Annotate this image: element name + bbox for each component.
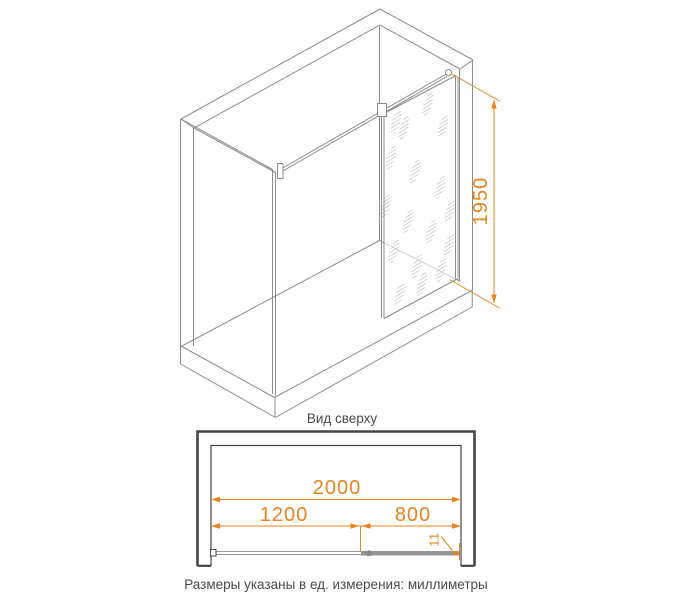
dimension-total-label: 2000 [312, 477, 362, 499]
shower-tray [181, 290, 473, 418]
arrow-left-icon [362, 523, 371, 528]
arrow-right-icon [452, 497, 461, 502]
arrow-right-icon [452, 523, 461, 528]
plan-support-bar [211, 550, 362, 557]
glass-clamp [378, 104, 387, 117]
iso-view [181, 9, 500, 418]
arrow-up-icon [491, 100, 496, 109]
plan-glass-panel [361, 550, 460, 556]
arrow-down-icon [491, 295, 496, 304]
bar-end-cap [446, 70, 452, 76]
plan-wall-bracket [211, 550, 217, 557]
dimension-thickness [441, 537, 461, 561]
dimension-panel-label: 800 [394, 504, 432, 526]
dimension-thickness-label: 11 [426, 532, 442, 547]
dimension-split [211, 523, 461, 551]
arrow-left-icon [211, 497, 220, 502]
wall-bracket [278, 164, 284, 179]
arrow-right-icon [351, 523, 360, 528]
arrow-left-icon [211, 523, 220, 528]
dimension-height-label: 1950 [470, 176, 492, 226]
plan-view-title: Вид сверху [306, 411, 378, 426]
glass-panel [378, 76, 458, 319]
dimension-opening-label: 1200 [259, 504, 309, 526]
units-note: Размеры указаны в ед. измерения: миллиметры [184, 577, 488, 592]
plan-bar-connector [365, 550, 372, 556]
